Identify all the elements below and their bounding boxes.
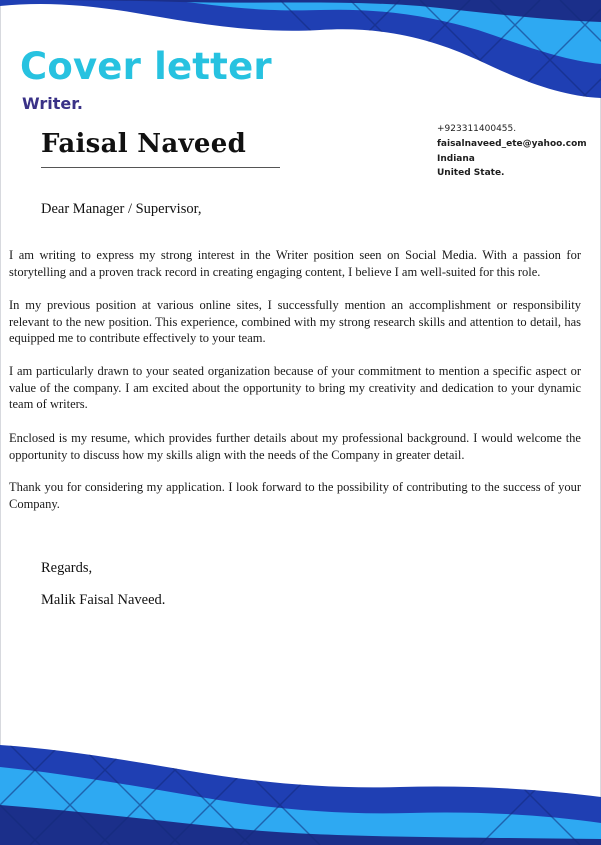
contact-email: faisalnaveed_ete@yahoo.com (437, 138, 587, 149)
letter-paragraph-5: Thank you for considering my application. I look forward to the possibility of contributing to the success of your Company. (9, 480, 581, 511)
contact-block (437, 122, 587, 181)
applicant-name: Faisal Naveed (41, 129, 247, 159)
signature: Malik Faisal Naveed. (41, 592, 166, 608)
contact-city: Indiana (437, 153, 475, 164)
letter-paragraph-1: I am writing to express my strong interest in the Writer position seen on Social Media. With a passion for storytelling and a proven track record in creating engaging content, I believe I am well-suited for this role. (9, 248, 581, 279)
letter-paragraph-3: I am particularly drawn to your seated organization because of your commitment to mention a specific aspect or value of the company. I am excited about the opportunity to bring my creativity and dedication to your dynamic team of writers. (9, 364, 581, 412)
letter-paragraph-4: Enclosed is my resume, which provides further details about my professional background. I would welcome the opportunity to discuss how my skills align with the needs of the Company in greater detail. (9, 431, 581, 462)
closing: Regards, (41, 560, 93, 576)
name-underline (41, 167, 280, 168)
salutation: Dear Manager / Supervisor, (41, 201, 202, 217)
document-title: Cover letter (20, 45, 272, 88)
contact-phone: +923311400455. (437, 124, 517, 134)
job-title: Writer. (22, 94, 83, 113)
contact-country: United State. (437, 168, 505, 179)
letter-paragraph-2: In my previous position at various online sites, I successfully mention an accomplishment or responsibility relevant to the new position. This experience, combined with my strong research skills and attention to detail, has equipped me to contribute effectively to your team. (9, 298, 581, 346)
wave-banner-bottom-icon (0, 745, 601, 845)
